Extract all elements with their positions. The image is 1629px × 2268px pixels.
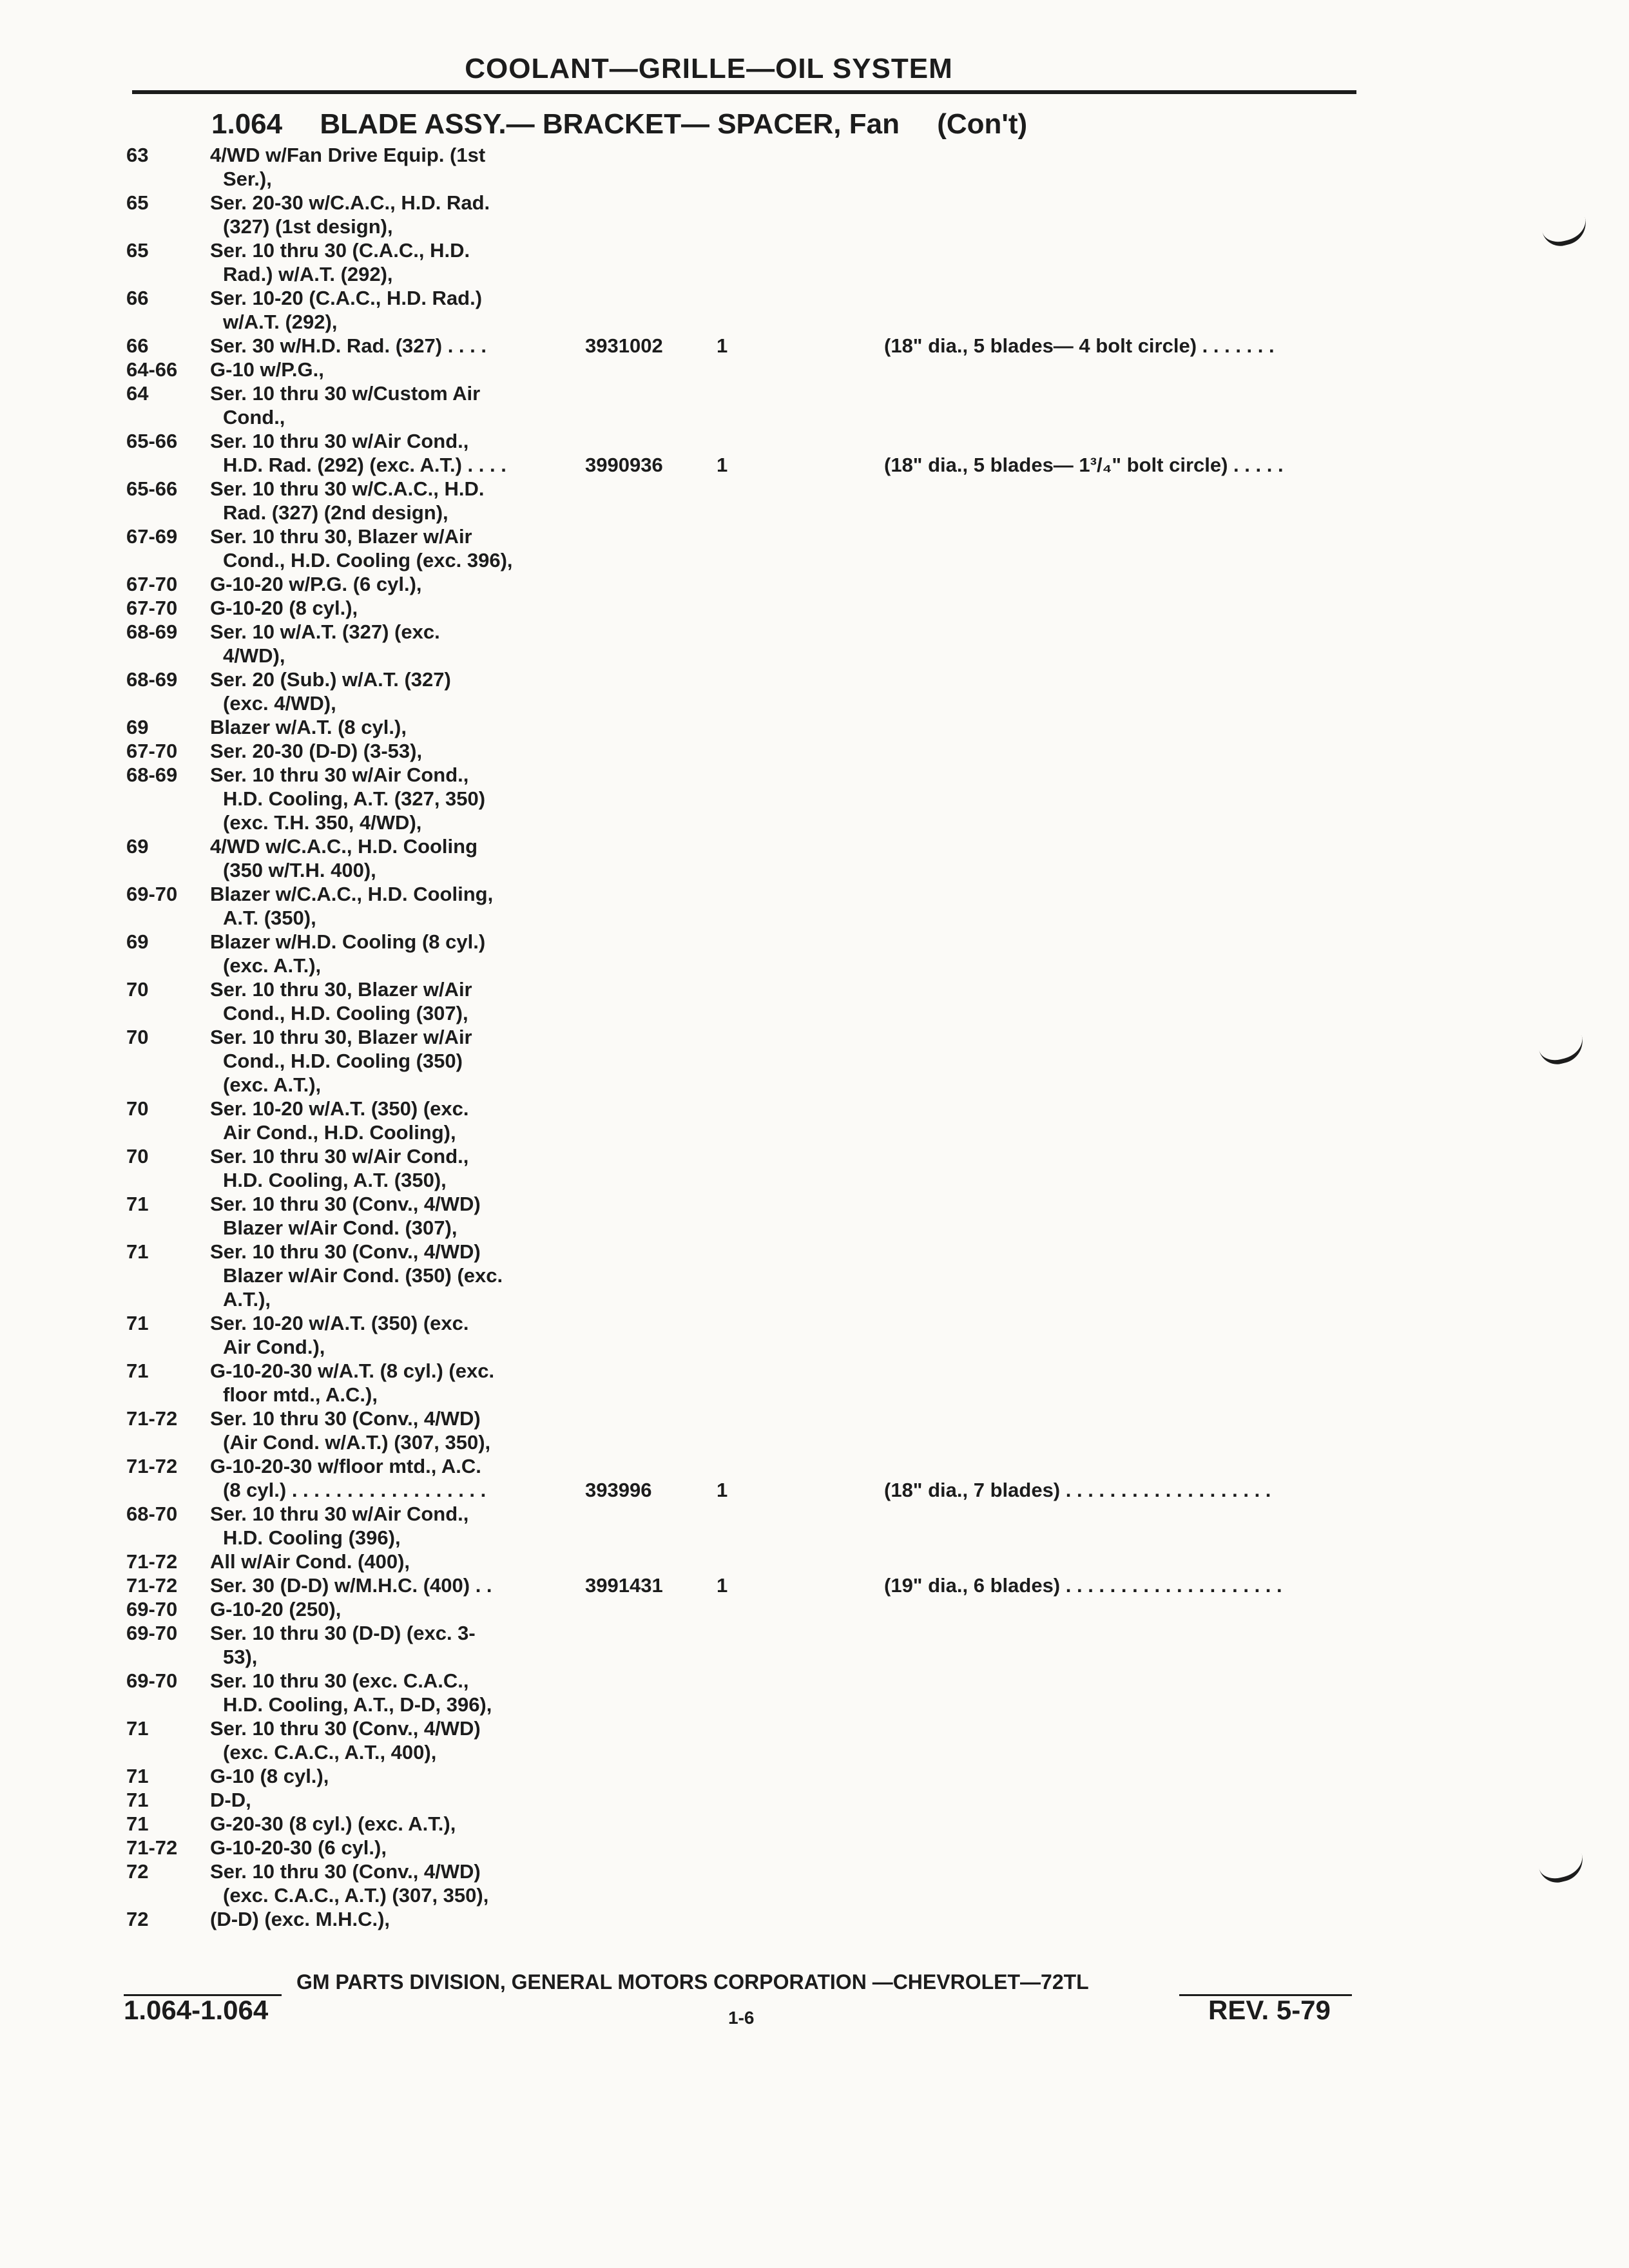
list-item [126,811,1364,834]
year-cell: 67-70 [126,740,178,762]
description-cell: Rad.) w/A.T. (292), [223,263,393,285]
description-cell: Ser. 10 thru 30 (Conv., 4/WD) [210,1717,481,1740]
description-cell: G-10-20-30 w/floor mtd., A.C. [210,1455,481,1477]
list-item [126,1025,1364,1049]
description-cell: Blazer w/H.D. Cooling (8 cyl.) [210,930,486,953]
description-cell: Ser. 10 thru 30 (Conv., 4/WD) [210,1193,481,1215]
year-cell: 71 [126,1312,149,1334]
description-cell: Cond., H.D. Cooling (exc. 396), [223,549,513,572]
list-item [126,215,1364,238]
description-cell: H.D. Rad. (292) (exc. A.T.) . . . . [223,454,506,476]
description-cell: G-10-20 (8 cyl.), [210,597,358,619]
list-item [126,1740,1364,1764]
list-item [126,1550,1364,1573]
description-cell: Ser. 10 thru 30 (D-D) (exc. 3- [210,1622,476,1644]
parts-list [126,143,1364,1931]
description-cell: Ser. 10 thru 30 (Conv., 4/WD) [210,1860,481,1883]
list-item [126,572,1364,596]
year-cell: 68-69 [126,668,178,691]
description-cell: Ser. 10-20 (C.A.C., H.D. Rad.) [210,287,483,309]
year-cell: 68-70 [126,1503,178,1525]
list-item [126,334,1364,358]
description-cell: Ser. 10 thru 30 w/Air Cond., [210,1503,469,1525]
year-cell: 71 [126,1193,149,1215]
description-cell: w/A.T. (292), [223,311,338,333]
list-item [126,1597,1364,1621]
year-cell: 69 [126,930,149,953]
list-item [126,1454,1364,1478]
description-cell: Ser. 10-20 w/A.T. (350) (exc. [210,1097,469,1120]
description-cell: 4/WD w/C.A.C., H.D. Cooling [210,835,478,858]
list-item [126,858,1364,882]
year-cell: 69-70 [126,1669,178,1692]
year-cell: 63 [126,144,149,166]
description-cell: floor mtd., A.C.), [223,1383,378,1406]
description-cell: Ser. 10 thru 30 w/Air Cond., [210,764,469,786]
year-cell: 68-69 [126,620,178,643]
list-item [126,453,1364,477]
year-cell: 70 [126,1145,149,1168]
part-number-cell: 3991431 [585,1574,663,1597]
list-item [126,1716,1364,1740]
list-item [126,882,1364,906]
description-cell: 53), [223,1646,258,1668]
list-item [126,548,1364,572]
section-name: BLADE ASSY.— BRACKET— SPACER, Fan [320,108,900,140]
list-item [126,1287,1364,1311]
description-cell: Ser. 20-30 (D-D) (3-53), [210,740,423,762]
year-cell: 69 [126,835,149,858]
year-cell: 72 [126,1860,149,1883]
list-item [126,286,1364,310]
list-item [126,1120,1364,1144]
year-cell: 71-72 [126,1407,178,1430]
description-cell: (Air Cond. w/A.T.) (307, 350), [223,1431,491,1454]
description-cell: Ser. 10 thru 30 w/C.A.C., H.D. [210,477,485,500]
list-item [126,1883,1364,1907]
description-cell: 4/WD w/Fan Drive Equip. (1st [210,144,486,166]
description-cell: All w/Air Cond. (400), [210,1550,410,1573]
list-item [126,310,1364,334]
binder-mark [1538,1854,1587,1887]
description-cell: Ser. 10 thru 30, Blazer w/Air [210,1026,472,1048]
list-item [126,1836,1364,1860]
list-item [126,477,1364,501]
description-cell: (350 w/T.H. 400), [223,859,376,881]
year-cell: 65-66 [126,430,178,452]
description-cell: H.D. Cooling (396), [223,1526,401,1549]
description-cell: G-10-20-30 (6 cyl.), [210,1836,387,1859]
list-item [126,358,1364,381]
list-item [126,1311,1364,1335]
year-cell: 72 [126,1908,149,1930]
list-item [126,1049,1364,1073]
list-item [126,739,1364,763]
list-item [126,834,1364,858]
list-item [126,954,1364,977]
list-item [126,1860,1364,1883]
quantity-cell: 1 [717,1574,728,1597]
description-cell: (exc. A.T.), [223,954,322,977]
description-cell: Ser. 30 w/H.D. Rad. (327) . . . . [210,334,487,357]
year-cell: 71 [126,1240,149,1263]
list-item [126,1097,1364,1120]
section-heading [211,108,1057,140]
list-item [126,1478,1364,1502]
list-item [126,1383,1364,1407]
part-number-cell: 3990936 [585,454,663,476]
description-cell: (D-D) (exc. M.H.C.), [210,1908,390,1930]
list-item [126,191,1364,215]
section-continued: (Con't) [937,108,1028,140]
list-item [126,1192,1364,1216]
list-item [126,1812,1364,1836]
description-cell: (exc. T.H. 350, 4/WD), [223,811,422,834]
list-item [126,143,1364,167]
description-cell: Ser.), [223,168,272,190]
year-cell: 71-72 [126,1836,178,1859]
list-item [126,1216,1364,1240]
description-cell: Blazer w/A.T. (8 cyl.), [210,716,407,738]
description-cell: G-20-30 (8 cyl.) (exc. A.T.), [210,1812,456,1835]
description-cell: (8 cyl.) . . . . . . . . . . . . . . . . . . [223,1479,487,1501]
description-cell: Air Cond.), [223,1336,325,1358]
list-item [126,1669,1364,1693]
list-item [126,1335,1364,1359]
list-item [126,787,1364,811]
description-cell: Ser. 20-30 w/C.A.C., H.D. Rad. [210,191,490,214]
list-item [126,501,1364,524]
description-cell: Blazer w/Air Cond. (350) (exc. [223,1264,503,1287]
list-item [126,1073,1364,1097]
year-cell: 69-70 [126,1598,178,1620]
list-item [126,1430,1364,1454]
year-cell: 70 [126,1097,149,1120]
footer-revision: REV. 5-79 [1208,1995,1331,2025]
quantity-cell: 1 [717,334,728,357]
year-cell: 67-69 [126,525,178,548]
footer-page-number: 1-6 [728,2008,755,2028]
list-item [126,1168,1364,1192]
description-cell: Ser. 10 w/A.T. (327) (exc. [210,620,440,643]
footer-publisher: GM PARTS DIVISION, GENERAL MOTORS CORPORATION —CHEVROLET—72TL [296,1970,1089,1994]
list-item [126,1001,1364,1025]
list-item [126,763,1364,787]
part-number-cell: 3931002 [585,334,663,357]
list-item [126,1645,1364,1669]
description-cell: (exc. C.A.C., A.T., 400), [223,1741,437,1763]
year-cell: 70 [126,1026,149,1048]
year-cell: 64-66 [126,358,178,381]
year-cell: 71 [126,1717,149,1740]
year-cell: 66 [126,334,149,357]
description-cell: Ser. 30 (D-D) w/M.H.C. (400) . . [210,1574,492,1597]
year-cell: 65-66 [126,477,178,500]
header-rule [132,90,1356,94]
list-item [126,1907,1364,1931]
list-item [126,1144,1364,1168]
year-cell: 69-70 [126,1622,178,1644]
list-item [126,429,1364,453]
description-cell: G-10-20 w/P.G. (6 cyl.), [210,573,422,595]
list-item [126,1359,1364,1383]
list-item [126,668,1364,691]
remarks-cell: (18" dia., 7 blades) . . . . . . . . . . . . . . . . . . . [884,1479,1271,1501]
list-item [126,1621,1364,1645]
year-cell: 67-70 [126,573,178,595]
description-cell: G-10 w/P.G., [210,358,324,381]
year-cell: 71 [126,1360,149,1382]
list-item [126,930,1364,954]
year-cell: 71 [126,1789,149,1811]
list-item [126,167,1364,191]
list-item [126,596,1364,620]
list-item [126,1573,1364,1597]
remarks-cell: (18" dia., 5 blades— 1³/₄" bolt circle) . . . . . [884,454,1284,476]
description-cell: G-10-20-30 w/A.T. (8 cyl.) (exc. [210,1360,495,1382]
quantity-cell: 1 [717,454,728,476]
description-cell: Air Cond., H.D. Cooling), [223,1121,456,1144]
year-cell: 71 [126,1765,149,1787]
list-item [126,906,1364,930]
year-cell: 64 [126,382,149,405]
year-cell: 69-70 [126,883,178,905]
page-title: COOLANT—GRILLE—OIL SYSTEM [465,53,953,84]
list-item [126,1788,1364,1812]
description-cell: 4/WD), [223,644,285,667]
description-cell: (exc. A.T.), [223,1073,322,1096]
year-cell: 70 [126,978,149,1001]
description-cell: Cond., H.D. Cooling (350) [223,1050,463,1072]
list-item [126,381,1364,405]
quantity-cell: 1 [717,1479,728,1501]
list-item [126,262,1364,286]
list-item [126,1502,1364,1526]
year-cell: 71 [126,1812,149,1835]
year-cell: 67-70 [126,597,178,619]
list-item [126,1407,1364,1430]
description-cell: G-10-20 (250), [210,1598,342,1620]
year-cell: 65 [126,239,149,262]
year-cell: 65 [126,191,149,214]
list-item [126,1764,1364,1788]
description-cell: Ser. 10 thru 30 (C.A.C., H.D. [210,239,470,262]
year-cell: 66 [126,287,149,309]
description-cell: A.T.), [223,1288,271,1311]
list-item [126,1240,1364,1264]
description-cell: Rad. (327) (2nd design), [223,501,448,524]
description-cell: Blazer w/Air Cond. (307), [223,1216,458,1239]
description-cell: Ser. 10 thru 30 w/Air Cond., [210,1145,469,1168]
description-cell: (exc. 4/WD), [223,692,336,715]
list-item [126,715,1364,739]
description-cell: (327) (1st design), [223,215,393,238]
description-cell: (exc. C.A.C., A.T.) (307, 350), [223,1884,489,1907]
description-cell: A.T. (350), [223,907,316,929]
description-cell: Ser. 10 thru 30, Blazer w/Air [210,978,472,1001]
description-cell: H.D. Cooling, A.T., D-D, 396), [223,1693,492,1716]
list-item [126,1526,1364,1550]
description-cell: Ser. 10-20 w/A.T. (350) (exc. [210,1312,469,1334]
description-cell: Cond., [223,406,285,428]
description-cell: Ser. 10 thru 30 (Conv., 4/WD) [210,1407,481,1430]
description-cell: Ser. 20 (Sub.) w/A.T. (327) [210,668,451,691]
list-item [126,977,1364,1001]
binder-mark [1538,1035,1587,1068]
description-cell: Ser. 10 thru 30 w/Custom Air [210,382,481,405]
description-cell: Ser. 10 thru 30 w/Air Cond., [210,430,469,452]
section-number: 1.064 [211,108,283,140]
binder-mark [1541,217,1590,250]
list-item [126,1693,1364,1716]
list-item [126,1264,1364,1287]
part-number-cell: 393996 [585,1479,652,1501]
list-item [126,524,1364,548]
list-item [126,238,1364,262]
description-cell: D-D, [210,1789,251,1811]
remarks-cell: (18" dia., 5 blades— 4 bolt circle) . . . . . . . [884,334,1275,357]
year-cell: 71-72 [126,1574,178,1597]
year-cell: 71-72 [126,1550,178,1573]
description-cell: G-10 (8 cyl.), [210,1765,329,1787]
description-cell: H.D. Cooling, A.T. (327, 350) [223,787,486,810]
footer-section-code: 1.064-1.064 [124,1995,269,2025]
description-cell: Ser. 10 thru 30 (Conv., 4/WD) [210,1240,481,1263]
remarks-cell: (19" dia., 6 blades) . . . . . . . . . . . . . . . . . . . . [884,1574,1282,1597]
year-cell: 69 [126,716,149,738]
list-item [126,620,1364,644]
year-cell: 68-69 [126,764,178,786]
description-cell: Ser. 10 thru 30 (exc. C.A.C., [210,1669,469,1692]
list-item [126,405,1364,429]
list-item [126,691,1364,715]
description-cell: Cond., H.D. Cooling (307), [223,1002,468,1024]
list-item [126,644,1364,668]
description-cell: Ser. 10 thru 30, Blazer w/Air [210,525,472,548]
year-cell: 71-72 [126,1455,178,1477]
description-cell: Blazer w/C.A.C., H.D. Cooling, [210,883,494,905]
description-cell: H.D. Cooling, A.T. (350), [223,1169,447,1191]
